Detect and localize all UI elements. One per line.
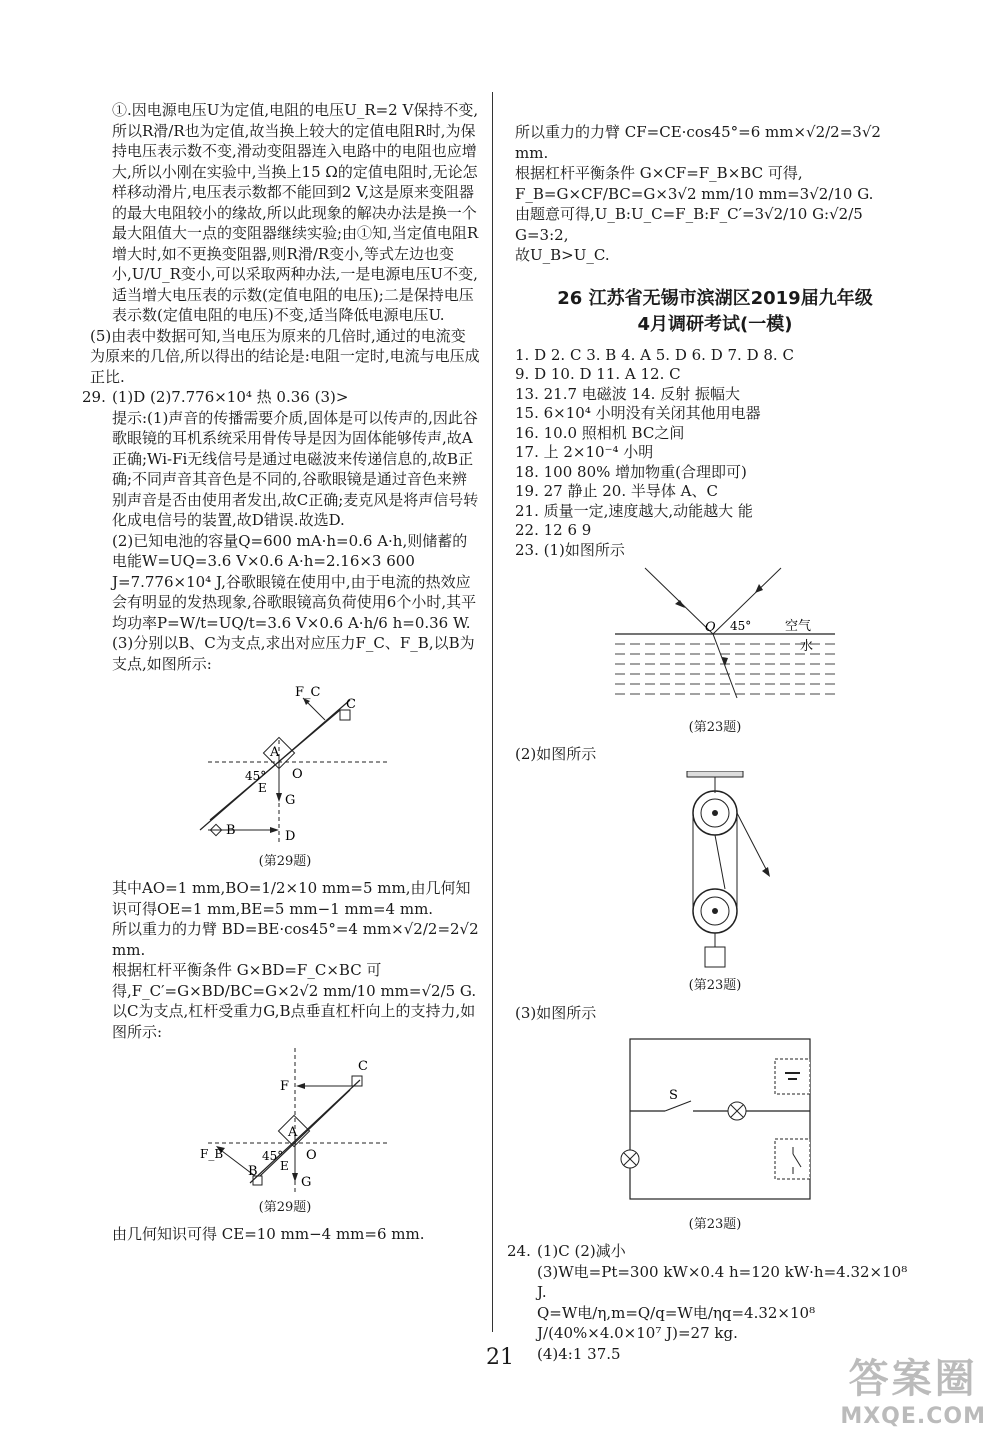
q29-answer xyxy=(82,387,480,408)
label-c: C xyxy=(358,1059,368,1074)
answer-line: 17. 上 2×10⁻⁴ 小明 xyxy=(515,443,654,461)
q29-answer-text: (1)D (2)7.776×10⁴ 热 0.36 (3)> xyxy=(112,388,349,406)
q24-part1-text: (1)C (2)减小 xyxy=(537,1242,626,1260)
column-divider xyxy=(492,92,493,1332)
answer-line: 21. 质量一定,速度越大,动能越大 能 xyxy=(515,501,753,520)
figure-29-b xyxy=(90,1048,480,1218)
q29-part6: 根据杠杆平衡条件 G×BD=F_C×BC 可得,F_C′=G×BD/BC=G×2√2 mm/10 mm=√2/5 G. xyxy=(112,961,477,1000)
q23-part2: (2)如图所示 xyxy=(515,745,597,763)
label-d: D xyxy=(285,829,296,844)
answer-line: 1. D 2. C 3. B 4. A 5. D 6. D 7. D 8. C xyxy=(515,345,794,364)
label-b: B xyxy=(248,1164,258,1179)
answer-line: 13. 21.7 电磁波 14. 反射 振幅大 xyxy=(515,384,740,403)
label-g: G xyxy=(301,1175,312,1190)
q29-part3: (3)分别以B、C为支点,求出对应压力F_C、F_B,以B为支点,如图所示: xyxy=(112,634,475,673)
label-air: 空气 xyxy=(785,619,812,634)
q29-part2: (2)已知电池的容量Q=600 mA·h=0.6 A·h,则储蓄的电能W=UQ=3.6 V×0.6 A·h=2.16×3 600 J=7.776×10⁴ J,谷歌眼镜在使用中,由于电流的热效应会有明显的发热现象,谷歌眼镜高负荷使用6个小时,其平均功率P=W/t=UQ/t=3.6 V×0.6 A·h/6 h=0.36 W. xyxy=(112,531,477,632)
q29-part4: 其中AO=1 mm,BO=1/2×10 mm=5 mm,由几何知识可得OE=1 mm,BE=5 mm−1 mm=4 mm. xyxy=(112,879,471,918)
paragraph-circuit-analysis: ①.因电源电压U为定值,电阻的电压U_R=2 V保持不变,所以R滑/R也为定值,故当换上较大的定值电阻R时,为保持电压表示数不变,滑动变阻器连入电路中的电阻也应增大,所以小刚在实验中,当换上15 Ω的定值电阻时,无论怎样移动滑片,电压表示数都不能回到2 V,这是原来变阻器的最大电阻较小的缘故,所以此现象的解决办法是换一个最大阻值大一点的变阻器继续实验;由①知,当定值电阻R增大时,如不更换变阻器,则R滑/R变小,等式左边也变小,U/U_R变小,可以采取两种办法,一是电源电压U不变,适当增大电压表的示数(定值电阻的电压);二是保持电压表示数(定值电阻的电压)不变,适当降低电源电压U. xyxy=(112,101,479,324)
figure-29-a xyxy=(90,680,480,872)
label-o: O xyxy=(306,1148,317,1163)
right-line-1: 所以重力的力臂 CF=CE·cos45°=6 mm×√2/2=3√2 mm. xyxy=(515,123,881,162)
q23-part3: (3)如图所示 xyxy=(515,1003,597,1022)
left-column xyxy=(82,100,480,1245)
section-title-line-1: 26 江苏省无锡市滨湖区2019届九年级 xyxy=(557,287,873,309)
q29-part5: 所以重力的力臂 BD=BE·cos45°=4 mm×√2/2=2√2 mm. xyxy=(112,920,479,959)
q24-part1 xyxy=(507,1241,915,1262)
answer-line: 18. 100 80% 增加物重(合理即可) xyxy=(515,462,747,481)
q24-number: 24. xyxy=(507,1242,531,1260)
figure-23-pulley xyxy=(515,771,915,997)
watermark-top: 答案圈 xyxy=(848,1356,978,1402)
label-e: E xyxy=(280,1159,289,1173)
answer-line: 22. 12 6 9 xyxy=(515,521,592,539)
figure-29-b-caption: (第29题) xyxy=(258,1199,312,1215)
label-s: S xyxy=(669,1088,678,1103)
label-o: O xyxy=(292,767,303,782)
label-angle: 45° xyxy=(730,619,752,633)
label-angle: 45° xyxy=(262,1149,284,1163)
label-c: C xyxy=(346,697,356,712)
lever-diagram-b-pivot xyxy=(90,680,480,852)
page-number: 21 xyxy=(486,1345,514,1370)
q24-part4: (4)4:1 37.5 xyxy=(537,1344,621,1363)
label-a: A xyxy=(288,1125,298,1140)
paragraph-table-conclusion: (5)由表中数据可知,当电压为原来的几倍时,通过的电流变为原来的几倍,所以得出的结论是:电阻一定时,电流与电压成正比. xyxy=(90,326,480,386)
answer-list xyxy=(515,346,915,561)
label-fc: F_C xyxy=(295,685,321,700)
q24-part3-formula: Q=W电/η,m=Q/q=W电/ηq=4.32×10⁸ J/(40%×4.0×10⁷ J)=27 kg. xyxy=(537,1303,816,1342)
pulley-diagram xyxy=(515,771,915,971)
right-line-3: F_B=G×CF/BC=G×3√2 mm/10 mm=3√2/10 G. xyxy=(515,184,874,203)
label-fb: F_B xyxy=(200,1147,224,1161)
right-column xyxy=(507,122,915,1364)
answer-line: 16. 10.0 照相机 BC之间 xyxy=(515,423,685,442)
q29-number: 29. xyxy=(82,388,106,406)
figure-23-circuit-caption: (第23题) xyxy=(688,1216,742,1232)
refraction-diagram xyxy=(515,566,915,716)
label-water: 水 xyxy=(800,639,814,654)
section-title xyxy=(515,286,915,338)
section-title-line-2: 4月调研考试(一模) xyxy=(637,313,793,335)
answer-line: 19. 27 静止 20. 半导体 A、C xyxy=(515,482,718,500)
label-b: B xyxy=(226,823,236,838)
figure-23-refraction-caption: (第23题) xyxy=(688,719,742,735)
label-g: G xyxy=(285,793,296,808)
q24-part3: (3)W电=Pt=300 kW×0.4 h=120 kW·h=4.32×10⁸ J. xyxy=(537,1262,908,1301)
figure-23-refraction xyxy=(515,566,915,738)
label-angle: 45° xyxy=(245,769,267,783)
right-line-5: 故U_B>U_C. xyxy=(515,246,610,264)
answer-line: 15. 6×10⁴ 小明没有关闭其他用电器 xyxy=(515,404,761,422)
right-line-2: 根据杠杆平衡条件 G×CF=F_B×BC 可得, xyxy=(515,164,803,182)
label-e: E xyxy=(258,781,267,795)
watermark-bottom: MXQE.COM xyxy=(840,1404,986,1429)
label-a: A xyxy=(270,745,280,760)
figure-23-pulley-caption: (第23题) xyxy=(688,978,742,993)
watermark-logo xyxy=(840,1347,986,1429)
lever-diagram-c-pivot xyxy=(90,1048,480,1198)
figure-23-circuit xyxy=(515,1029,915,1235)
figure-29-a-caption: (第29题) xyxy=(258,853,312,869)
answer-line: 23. (1)如图所示 xyxy=(515,540,625,559)
circuit-diagram xyxy=(515,1029,915,1209)
label-f: F xyxy=(280,1079,290,1094)
q29-hint: 提示:(1)声音的传播需要介质,固体是可以传声的,因此谷歌眼镜的耳机系统采用骨传导是因为固体能够传声,故A正确;Wi-Fi无线信号是通过电磁波来传递信息的,故B正确;不同声音其音色是不同的,谷歌眼镜是通过音色来辨别声音是否由使用者发出,故C正确;麦克风是将声信号转化成电信号的装置,故D错误.故选D. xyxy=(112,408,479,529)
label-o: O xyxy=(705,620,716,635)
q29-part8: 由几何知识可得 CE=10 mm−4 mm=6 mm. xyxy=(112,1225,425,1243)
q29-part7: 以C为支点,杠杆受重力G,B点垂直杠杆向上的支持力,如图所示: xyxy=(112,1002,476,1041)
answer-line: 9. D 10. D 11. A 12. C xyxy=(515,365,681,383)
right-line-4: 由题意可得,U_B:U_C=F_B:F_C′=3√2/10 G:√2/5 G=3:2, xyxy=(515,205,863,244)
